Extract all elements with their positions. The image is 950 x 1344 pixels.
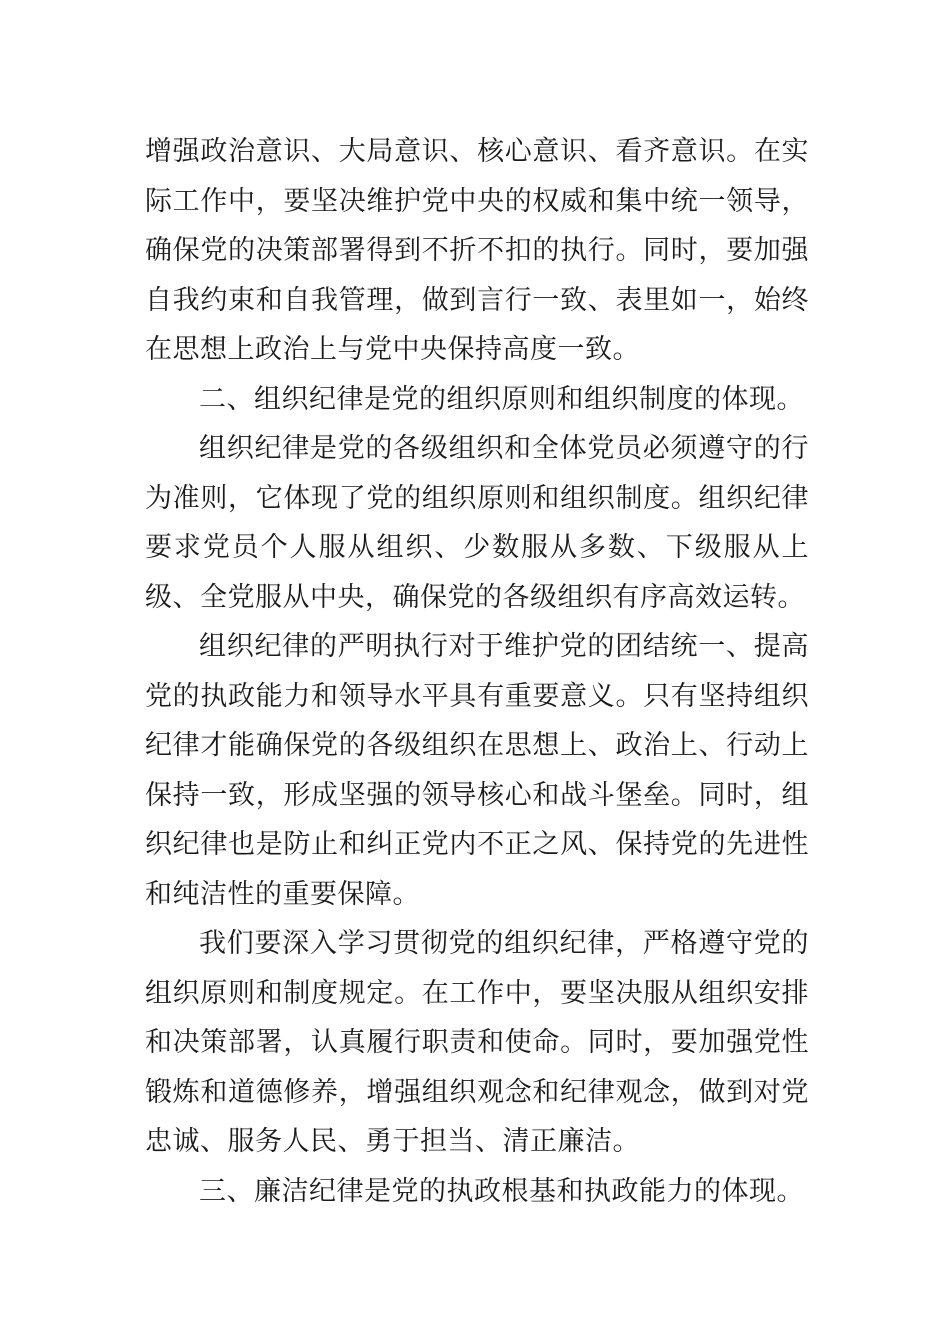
paragraph: 组织纪律的严明执行对于维护党的团结统一、提高党的执政能力和领导水平具有重要意义。只有坚持组织纪律才能确保党的各级组织在思想上、政治上、行动上保持一致，形成坚强的领导核心和战斗堡垒。同时，组织纪律也是防止和纠正党内不正之风、保持党的先进性和纯洁性的重要保障。 (145, 631, 809, 910)
section-heading-organizational-discipline: 二、组织纪律是党的组织原则和组织制度的体现。 (199, 383, 804, 415)
document-body (145, 127, 809, 1216)
section-heading-integrity-discipline: 三、廉洁纪律是党的执政根基和执政能力的体现。 (199, 1175, 804, 1207)
paragraph: 我们要深入学习贯彻党的组织纪律，严格遵守党的组织原则和制度规定。在工作中，要坚决服从组织安排和决策部署，认真履行职责和使命。同时，要加强党性锻炼和道德修养，增强组织观念和纪律观念，做到对党忠诚、服务人民、勇于担当、清正廉洁。 (145, 928, 809, 1157)
paragraph-continuation: 增强政治意识、大局意识、核心意识、看齐意识。在实际工作中，要坚决维护党中央的权威和集中统一领导，确保党的决策部署得到不折不扣的执行。同时，要加强自我约束和自我管理，做到言行一致、表里如一，始终在思想上政治上与党中央保持高度一致。 (145, 136, 809, 365)
paragraph: 组织纪律是党的各级组织和全体党员必须遵守的行为准则，它体现了党的组织原则和组织制度。组织纪律要求党员个人服从组织、少数服从多数、下级服从上级、全党服从中央，确保党的各级组织有序高效运转。 (145, 433, 809, 613)
